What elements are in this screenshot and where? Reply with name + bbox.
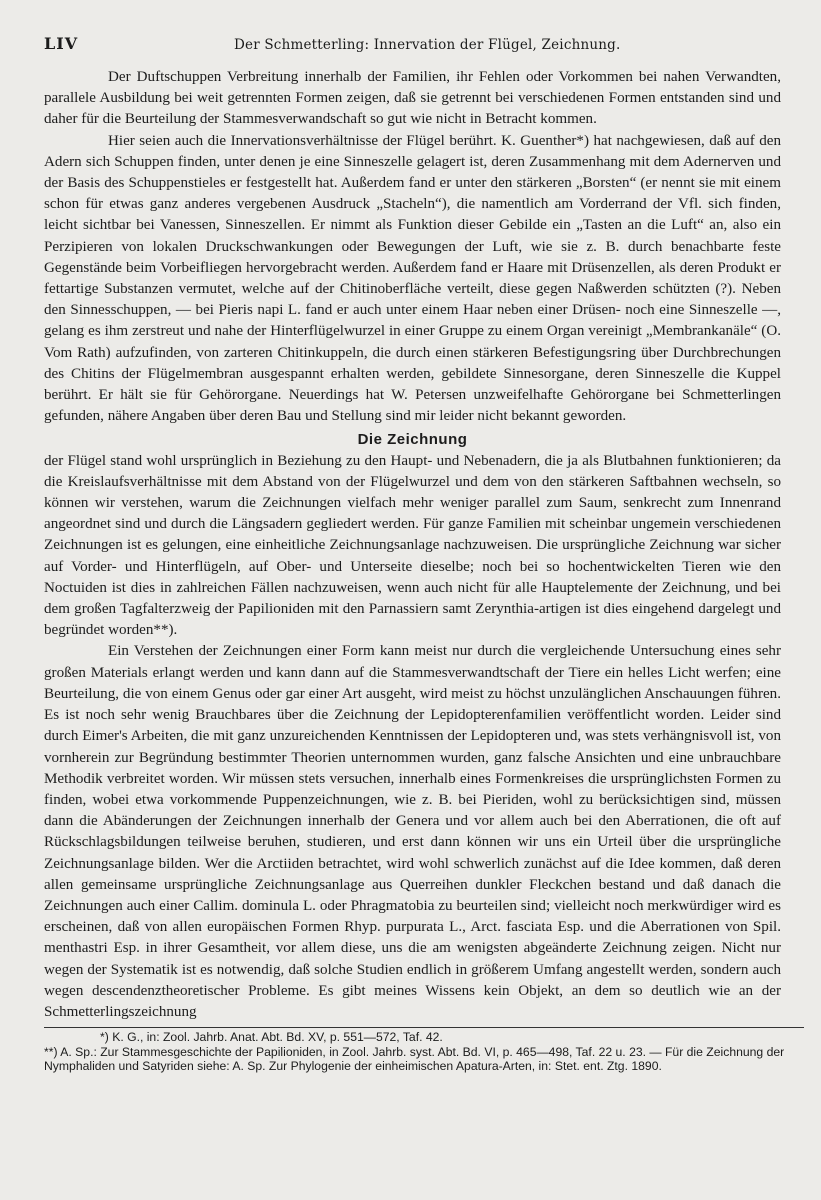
section-title: Die Zeichnung xyxy=(357,431,468,449)
page-number: LIV xyxy=(44,34,79,53)
page-header xyxy=(44,34,781,53)
paragraph-zeichnung-intro: der Flügel stand wohl ursprünglich in Beziehung zu den Haupt- und Nebenadern, die ja als Blutbahnen funktionieren; da die Kreislaufsverhältnisse mit dem Abstand von der Flügelwurzel und dem von den stärkeren Saftbahnen wechseln, so können wir verstehen, warum die Zeichnungen vielfach mehr weniger parallel zum Saum, senkrecht zum Innenrand angeordnet sind und durch die Längsadern gegliedert werden. Für ganze Familien mit scheinbar ungemein verschiedenen Zeichnungen ist es gelungen, eine einheitliche Zeichnungsanlage nachzuweisen. Die ursprüngliche Zeichnung war sicher auf Vorder- und Hinterflügeln, auf Ober- und Unterseite dieselbe; noch bei so hochentwickelten Tieren wie den Noctuiden ist dies in zahlreichen Fällen nachzuweisen, wenn auch nicht für alle Hauptelemente der Zeichnung, und bei dem großen Tagfalterzweig der Papilioniden mit den Parnassiern samt Zerynthia-artigen ist dies eingehend dargelegt und begründet worden**). xyxy=(44,452,781,639)
body-text xyxy=(44,67,781,1023)
footnote-1: *) K. G., in: Zool. Jahrb. Anat. Abt. Bd. XV, p. 551—572, Taf. 42. xyxy=(100,1030,443,1045)
footnote-2: **) A. Sp.: Zur Stammesgeschichte der Papilioniden, in Zool. Jahrb. syst. Abt. Bd. VI, p. 465—498, Taf. 22 u. 23. — Für die Zeichnung der Nymphaliden und Satyriden siehe: A. Sp. Zur Phylogenie der einheimischen Apatura-Arten, in: Stet. ent. Ztg. 1890. xyxy=(44,1044,785,1074)
footnotes xyxy=(44,1027,804,1074)
paragraph-duftschuppen: Der Duftschuppen Verbreitung innerhalb der Familien, ihr Fehlen oder Vorkommen bei nahen Verwandten, parallele Ausbildung bei weit getrennten Formen zeigen, daß sie getrennt bei verschiedenen Formen entstanden sind und daher für die Beurteilung der Stammesverwandschaft so gut wie nicht in Betracht kommen. xyxy=(44,69,781,128)
running-title: Der Schmetterling: Innervation der Flügel, Zeichnung. xyxy=(234,37,621,53)
paragraph-verstehen: Ein Verstehen der Zeichnungen einer Form kann meist nur durch die vergleichende Untersuchung eines sehr großen Materials erlangt werden und kann dann auf die Stammesverwandtschaft der Tiere ein helles Licht werfen; eine Beurteilung, die von einem Genus oder gar einer Art ausgeht, wird meist zu höchst unzulänglichen Anschauungen führen. Es ist noch sehr wenig Brauchbares über die Zeichnung der Lepidopterenfamilien veröffentlicht worden. Leider sind durch Eimer's Arbeiten, die mit ganz unzureichenden Kenntnissen der Lepidopteren und, was stets verhängnisvoll ist, von vornherein zur Begründung bestimmter Theorien unternommen wurden, ganz falsche Ansichten und eine unbrauchbare Methodik verbreitet worden. Wir müssen stets versuchen, innerhalb eines Formenkreises die ursprünglichsten Formen zu finden, wobei etwa vorkommende Puppenzeichnungen, wie z. B. bei Pieriden, wohl zu berücksichtigen sind, müssen dann die Abänderungen der Zeichnungen innerhalb der Genera und vor allem auch bei den Aberrationen, die oft auf Rückschlagsbildungen teilweise beruhen, studieren, und erst dann können wir uns ein Urteil über die ursprüngliche Zeichnungsanlage bilden. Wer die Arctiiden betrachtet, wird wohl schwerlich zunächst auf die Idee kommen, daß deren allen gemeinsame ursprüngliche Zeichnungsanlage aus Querreihen dunkler Fleckchen bestand und daß danach die Zeichnungen auch einer Callim. dominula L. oder Phragmatobia zu beurteilen sind; vielleicht noch merkwürdiger wird es erscheinen, daß von allen europäischen Formen Rhyp. purpurata L., Arct. fasciata Esp. und die Aberrationen von Spil. menthastri Esp. in ihrer Gesamtheit, vor allem diese, uns die am wenigsten abgeänderte Zeichnung zeigen. Nicht nur wegen der Systematik ist es notwendig, daß solche Studien endlich in größerem Umfang angestellt werden, sondern auch wegen descendenztheoretischer Probleme. Es gibt meines Wissens kein Objekt, an dem so deutlich wie an der Schmetterlingszeichnung xyxy=(44,643,781,1020)
paragraph-innervation: Hier seien auch die Innervationsverhältnisse der Flügel berührt. K. Guenther*) hat nachgewiesen, daß auf den Adern sich Schuppen finden, unter denen je eine Sinneszelle gelagert ist, deren Zusammenhang mit dem Adernerven und der Basis des Schuppenstieles er festgestellt hat. Außerdem fand er unter den stärkeren „Borsten“ (er nennt sie mit einem schon für etwas ganz anderes vergebenen Ausdruck „Stacheln“), die namentlich am Vorderrand der Vfl. sich finden, leicht sichtbar bei Vanessen, Sinneszellen. Er nimmt als Funktion dieser Gebilde ein „Tasten an die Luft“ an, also ein Perzipieren von lokalen Druckschwankungen oder Bewegungen der Luft, wie sie z. B. durch benachbarte feste Gegenstände beim Vorbeifliegen hervorgebracht werden. Außerdem fand er Haare mit Drüsenzellen, als deren Produkt er fettartige Substanzen vermutet, welche auf der Chitinoberfläche verteilt, diese gegen Naßwerden schützten (?). Neben den Sinnesschuppen, — bei Pieris napi L. fand er auch unter einem Haar neben einer Drüsen- noch eine Sinneszelle —, gelang es ihm zerstreut und nahe der Hinterflügelwurzel in einer Gruppe zu einem Organ vereinigt „Membrankanäle“ (O. Vom Rath) aufzufinden, von zarteren Chitinkuppeln, die durch einen stärkeren Befestigungsring über Durchbrechungen des Chitins der Flügelmembran ausgespannt erhalten werden, gebildete Sinnesorgane, deren Sinneszelle die Kuppel berührt. Er hält sie für Gehörorgane. Neuerdings hat W. Petersen unzweifelhafte Gehörorgane bei Schmetterlingen gefunden, nähere Angaben über deren Bau und Stellung sind mir leider nicht bekannt geworden. xyxy=(44,132,781,425)
